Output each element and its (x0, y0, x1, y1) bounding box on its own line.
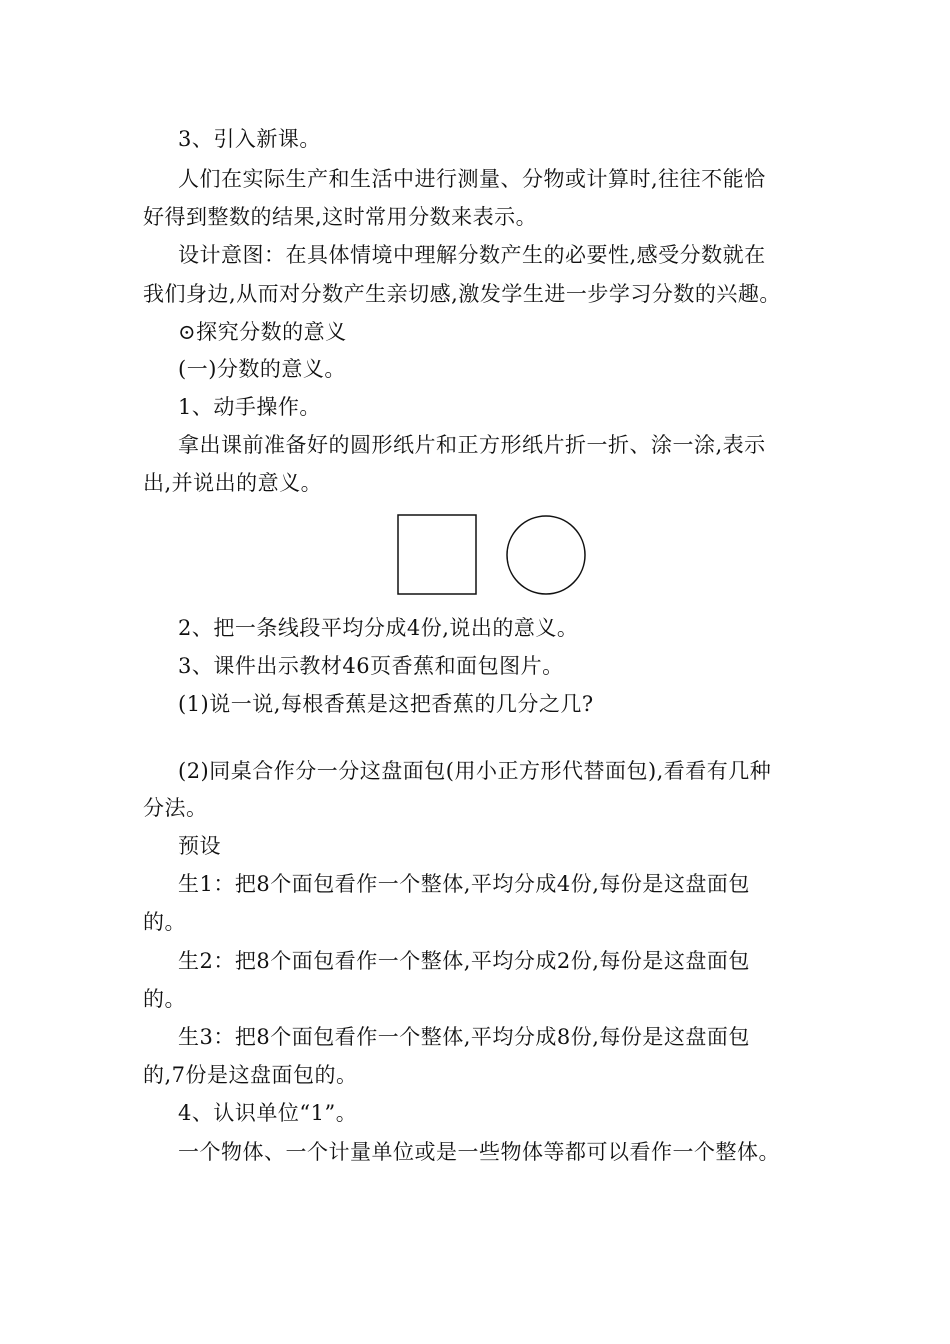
section-heading-intro: 3、引入新课。 (178, 127, 321, 151)
design-intent-line: 设计意图：在具体情境中理解分数产生的必要性,感受分数就在 (178, 243, 766, 267)
square-and-circle-figure (395, 512, 595, 598)
section-heading-explore: ⊙探究分数的意义 (178, 320, 347, 344)
circle-shape (507, 516, 585, 594)
question-line: (2)同桌合作分一分这盘面包(用小正方形代替面包),看看有几种 (178, 759, 772, 783)
paragraph-line: 人们在实际生产和生活中进行测量、分物或计算时,往往不能恰 (178, 167, 766, 191)
student-answer-line: 生1：把8个面包看作一个整体,平均分成4份,每份是这盘面包 (178, 872, 750, 896)
student-answer-line: 的。 (143, 910, 186, 934)
step-heading: 2、把一条线段平均分成4份,说出的意义。 (178, 616, 579, 640)
paragraph-line: 好得到整数的结果,这时常用分数来表示。 (143, 205, 538, 229)
paragraph-line: 一个物体、一个计量单位或是一些物体等都可以看作一个整体。 (178, 1140, 780, 1164)
paragraph-line: 分法。 (143, 796, 208, 820)
step-heading: 4、认识单位“1”。 (178, 1101, 358, 1125)
step-heading: 3、课件出示教材46页香蕉和面包图片。 (178, 654, 564, 678)
design-intent-line: 我们身边,从而对分数产生亲切感,激发学生进一步学习分数的兴趣。 (143, 282, 781, 306)
step-heading: 1、动手操作。 (178, 395, 321, 419)
square-shape (398, 515, 476, 594)
paragraph-line: 出,并说出的意义。 (143, 471, 323, 495)
preset-heading: 预设 (178, 834, 221, 858)
student-answer-line: 生2：把8个面包看作一个整体,平均分成2份,每份是这盘面包 (178, 949, 750, 973)
paragraph-line: 拿出课前准备好的圆形纸片和正方形纸片折一折、涂一涂,表示 (178, 433, 766, 457)
student-answer-line: 的。 (143, 987, 186, 1011)
question-line: (1)说一说,每根香蕉是这把香蕉的几分之几? (178, 692, 594, 716)
student-answer-line: 的,7份是这盘面包的。 (143, 1063, 358, 1087)
student-answer-line: 生3：把8个面包看作一个整体,平均分成8份,每份是这盘面包 (178, 1025, 750, 1049)
subsection-heading: (一)分数的意义。 (178, 357, 346, 381)
